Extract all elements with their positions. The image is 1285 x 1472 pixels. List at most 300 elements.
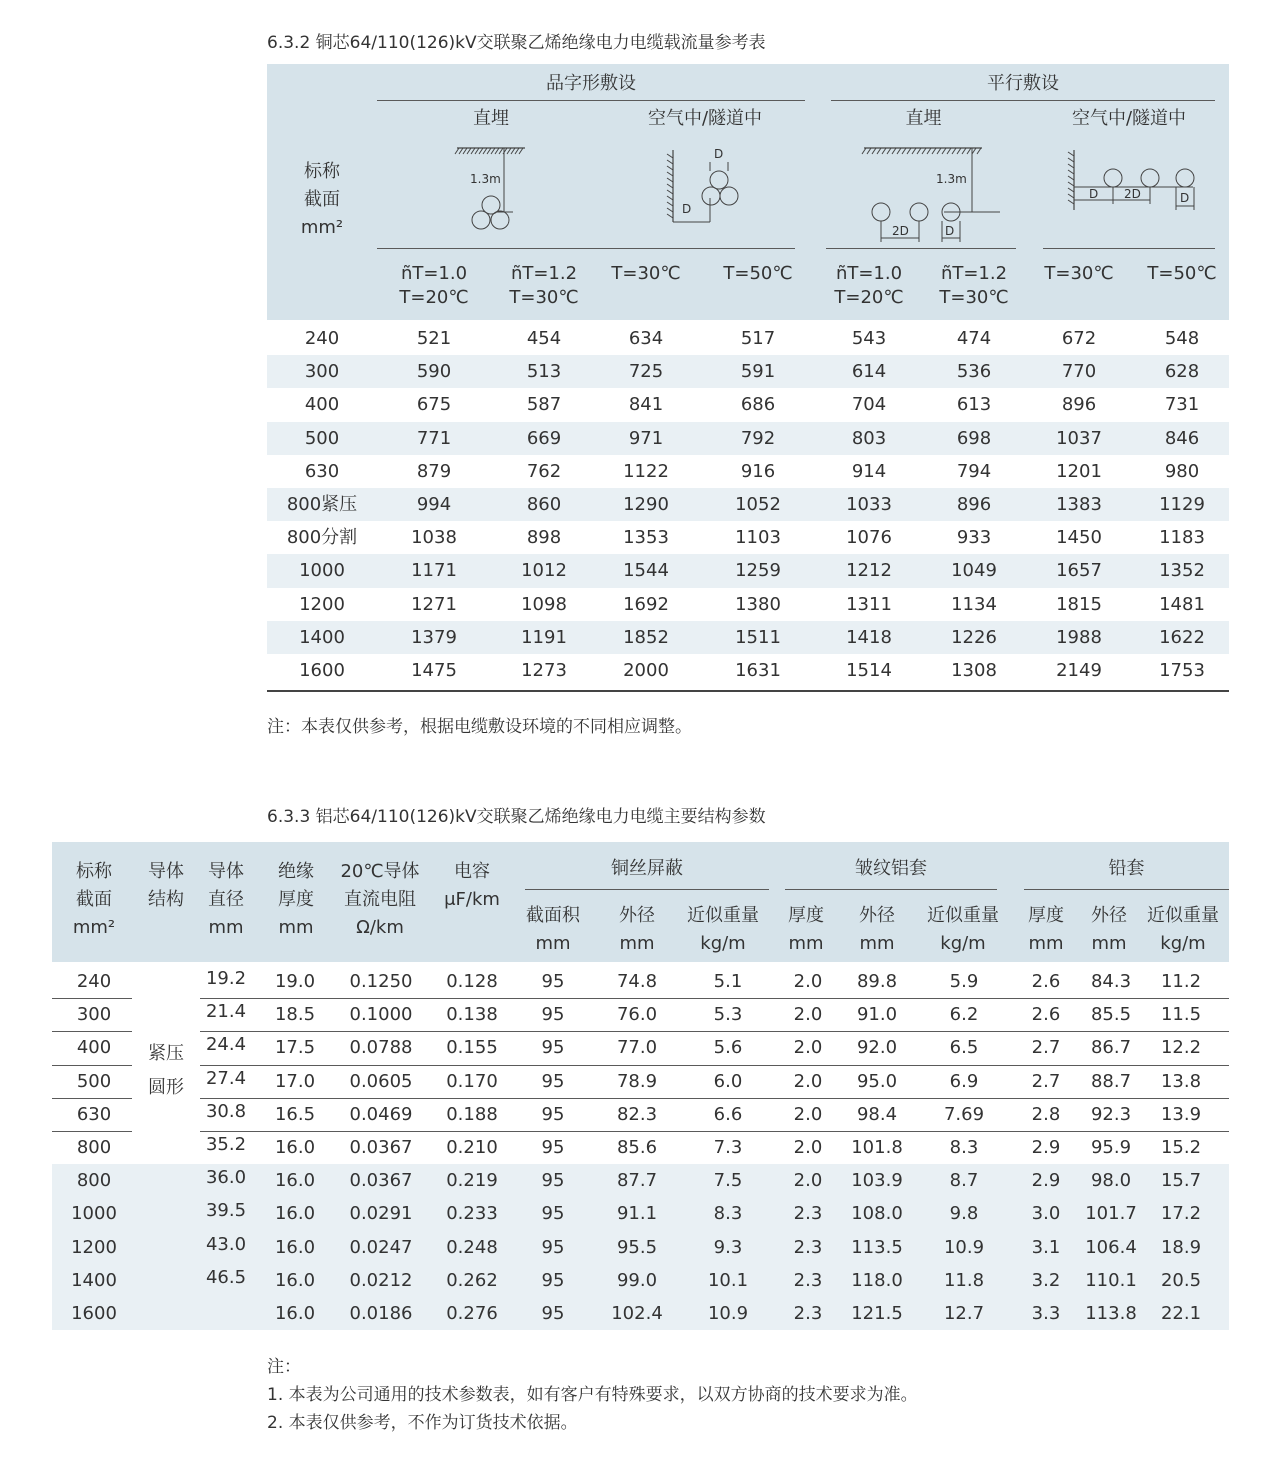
- row-section-cell: 1200: [299, 593, 345, 615]
- value-cell: 1692: [623, 593, 669, 615]
- value-cell: 846: [1164, 427, 1200, 449]
- value-cell: 7.3: [713, 1137, 743, 1158]
- value-cell: 87.7: [616, 1170, 658, 1192]
- value-cell: 6.0: [713, 1070, 743, 1092]
- value-cell: 1038: [411, 527, 457, 549]
- col-header-resistance: 20℃导体 直流电阻 Ω/km: [340, 861, 420, 938]
- sub-header: 截面积 mm: [526, 905, 580, 954]
- row-section-cell: 300: [76, 1004, 112, 1026]
- value-cell: 19.0: [274, 971, 316, 992]
- value-cell: 1271: [411, 593, 457, 615]
- row-section-cell: 1000: [299, 560, 345, 582]
- table2-title: 6.3.3 铝芯64/110(126)kV交联聚乙烯绝缘电力电缆主要结构参数: [267, 807, 766, 827]
- value-cell: 2.0: [793, 1103, 823, 1125]
- value-cell: 9.8: [949, 1203, 979, 1225]
- value-cell: 0.219: [446, 1170, 498, 1192]
- table2-notes: 注： 1. 本表为公司通用的技术参数表，如有客户有特殊要求，以双方协商的技术要求为准。 2. 本表仅供参考，不作为订货技术依据。: [267, 1357, 918, 1433]
- row-section-cell: 800分割: [286, 527, 358, 549]
- value-cell: 896: [956, 494, 992, 515]
- value-cell: 2000: [623, 660, 669, 681]
- value-cell: 1052: [735, 494, 781, 515]
- value-cell: 5.6: [713, 1037, 743, 1059]
- row-section-cell: 400: [76, 1037, 112, 1059]
- value-cell: 2.0: [793, 1070, 823, 1092]
- value-cell: 85.5: [1090, 1004, 1132, 1026]
- value-cell: 98.4: [856, 1103, 898, 1125]
- condition-header: T=30℃: [1044, 263, 1114, 284]
- value-cell: 30.8: [205, 1100, 247, 1122]
- value-cell: 11.2: [1160, 971, 1202, 992]
- value-cell: 95: [541, 1037, 565, 1059]
- value-cell: 0.138: [446, 1004, 498, 1026]
- value-cell: 24.4: [205, 1034, 247, 1056]
- value-cell: 914: [851, 460, 887, 482]
- value-cell: 916: [740, 460, 776, 482]
- svg-text:D: D: [1180, 191, 1190, 205]
- value-cell: 1383: [1056, 494, 1102, 515]
- value-cell: 591: [740, 361, 776, 383]
- value-cell: 771: [416, 427, 452, 449]
- value-cell: 95: [541, 1303, 565, 1324]
- value-cell: 803: [851, 427, 887, 449]
- value-cell: 10.9: [707, 1303, 749, 1324]
- value-cell: 17.0: [274, 1070, 316, 1092]
- value-cell: 76.0: [616, 1004, 658, 1026]
- value-cell: 16.0: [274, 1269, 316, 1291]
- value-cell: 2149: [1056, 660, 1102, 681]
- value-cell: 95: [541, 1269, 565, 1291]
- value-cell: 704: [851, 394, 887, 416]
- value-cell: 6.6: [713, 1103, 743, 1125]
- value-cell: 103.9: [851, 1170, 903, 1192]
- value-cell: 39.5: [205, 1200, 247, 1222]
- value-cell: 12.2: [1160, 1037, 1202, 1059]
- subheader-direct: 直埋: [473, 108, 509, 129]
- value-cell: 1450: [1056, 527, 1102, 549]
- row-section-cell: 500: [76, 1070, 112, 1092]
- table1-note: 注：本表仅供参考，根据电缆敷设环境的不同相应调整。: [267, 717, 692, 737]
- value-cell: 1852: [623, 626, 669, 648]
- value-cell: 0.0788: [349, 1037, 413, 1059]
- svg-text:D: D: [682, 202, 692, 216]
- value-cell: 2.9: [1031, 1137, 1061, 1158]
- value-cell: 3.1: [1031, 1236, 1061, 1258]
- col-header-section: 标称 截面 mm²: [72, 861, 116, 938]
- value-cell: 672: [1061, 328, 1097, 349]
- value-cell: 1033: [846, 494, 892, 515]
- value-cell: 18.9: [1160, 1236, 1202, 1258]
- divider: [605, 248, 795, 249]
- value-cell: 82.3: [616, 1103, 658, 1125]
- value-cell: 1481: [1159, 593, 1205, 615]
- value-cell: 634: [628, 328, 664, 349]
- row-section-cell: 800: [76, 1170, 112, 1192]
- value-cell: 0.0291: [349, 1203, 413, 1225]
- value-cell: 9.3: [713, 1236, 743, 1258]
- value-cell: 95: [541, 1137, 565, 1158]
- value-cell: 2.7: [1031, 1037, 1061, 1059]
- group-corrugated-sheath: 皱纹铝套: [855, 858, 927, 879]
- value-cell: 1657: [1056, 560, 1102, 582]
- svg-text:1.3m: 1.3m: [470, 172, 501, 186]
- value-cell: 0.0367: [349, 1137, 413, 1158]
- col-header-capacitance: 电容 μF/km: [444, 861, 500, 910]
- value-cell: 22.1: [1160, 1303, 1202, 1324]
- value-cell: 1212: [846, 560, 892, 582]
- row-section-cell: 400: [304, 394, 340, 416]
- value-cell: 5.3: [713, 1004, 743, 1026]
- condition-header: T=30℃: [611, 263, 681, 284]
- value-cell: 1544: [623, 560, 669, 582]
- svg-text:2D: 2D: [892, 224, 909, 238]
- trefoil-direct-burial-diagram: [377, 140, 605, 240]
- value-cell: 1273: [521, 660, 567, 681]
- divider: [377, 248, 605, 249]
- value-cell: 675: [416, 394, 452, 416]
- structure-label-compact-round: 紧压 圆形: [148, 1043, 184, 1098]
- value-cell: 6.9: [949, 1070, 979, 1092]
- value-cell: 1259: [735, 560, 781, 582]
- row-section-cell: 800: [76, 1137, 112, 1158]
- value-cell: 95: [541, 1103, 565, 1125]
- value-cell: 35.2: [205, 1134, 247, 1155]
- value-cell: 841: [628, 394, 664, 416]
- value-cell: 21.4: [205, 1001, 247, 1023]
- flat-air-tunnel-diagram: [1043, 140, 1215, 240]
- value-cell: 686: [740, 394, 776, 416]
- row-section-cell: 300: [304, 361, 340, 383]
- value-cell: 118.0: [851, 1269, 903, 1291]
- value-cell: 95: [541, 1004, 565, 1026]
- value-cell: 95: [541, 1236, 565, 1258]
- value-cell: 85.6: [616, 1137, 658, 1158]
- value-cell: 113.8: [1085, 1303, 1137, 1324]
- value-cell: 7.5: [713, 1170, 743, 1192]
- value-cell: 669: [526, 427, 562, 449]
- value-cell: 792: [740, 427, 776, 449]
- divider: [1024, 889, 1229, 890]
- flat-direct-burial-diagram: [826, 140, 1021, 248]
- group-copper-screen: 铜丝屏蔽: [611, 858, 683, 879]
- sub-header: 近似重量 kg/m: [687, 905, 759, 954]
- value-cell: 454: [526, 328, 562, 349]
- svg-text:2D: 2D: [1124, 187, 1141, 201]
- value-cell: 3.0: [1031, 1203, 1061, 1225]
- value-cell: 0.262: [446, 1269, 498, 1291]
- value-cell: 10.1: [707, 1269, 749, 1291]
- value-cell: 0.210: [446, 1137, 498, 1158]
- value-cell: 15.7: [1160, 1170, 1202, 1192]
- value-cell: 933: [956, 527, 992, 549]
- value-cell: 2.6: [1031, 971, 1061, 992]
- value-cell: 95.0: [856, 1070, 898, 1092]
- value-cell: 0.0367: [349, 1170, 413, 1192]
- value-cell: 0.0469: [349, 1103, 413, 1125]
- table1-bottom-border: [267, 690, 1229, 692]
- row-section-cell: 800紧压: [286, 494, 358, 515]
- value-cell: 2.9: [1031, 1170, 1061, 1192]
- value-cell: 95: [541, 1203, 565, 1225]
- value-cell: 36.0: [205, 1167, 247, 1189]
- value-cell: 113.5: [851, 1236, 903, 1258]
- value-cell: 0.0247: [349, 1236, 413, 1258]
- value-cell: 896: [1061, 394, 1097, 416]
- sub-header: 厚度 mm: [788, 905, 824, 954]
- value-cell: 0.155: [446, 1037, 498, 1059]
- value-cell: 108.0: [851, 1203, 903, 1225]
- value-cell: 6.5: [949, 1037, 979, 1059]
- row-section-cell: 1600: [299, 660, 345, 681]
- svg-text:D: D: [1089, 187, 1099, 201]
- value-cell: 762: [526, 460, 562, 482]
- value-cell: 2.3: [793, 1303, 823, 1324]
- value-cell: 1134: [951, 593, 997, 615]
- value-cell: 0.0605: [349, 1070, 413, 1092]
- value-cell: 17.2: [1160, 1203, 1202, 1225]
- value-cell: 16.0: [274, 1203, 316, 1225]
- value-cell: 121.5: [851, 1303, 903, 1324]
- value-cell: 474: [956, 328, 992, 349]
- value-cell: 1815: [1056, 593, 1102, 615]
- value-cell: 5.1: [713, 971, 743, 992]
- divider: [785, 889, 997, 890]
- value-cell: 8.3: [713, 1203, 743, 1225]
- value-cell: 2.3: [793, 1269, 823, 1291]
- sub-header: 外径 mm: [619, 905, 655, 954]
- value-cell: 2.0: [793, 1037, 823, 1059]
- value-cell: 86.7: [1090, 1037, 1132, 1059]
- value-cell: 18.5: [274, 1004, 316, 1026]
- value-cell: 95: [541, 1170, 565, 1192]
- value-cell: 980: [1164, 460, 1200, 482]
- value-cell: 0.1000: [349, 1004, 413, 1026]
- value-cell: 0.1250: [349, 971, 413, 992]
- value-cell: 1076: [846, 527, 892, 549]
- value-cell: 16.0: [274, 1236, 316, 1258]
- value-cell: 89.8: [856, 971, 898, 992]
- value-cell: 20.5: [1160, 1269, 1202, 1291]
- condition-header: T=50℃: [1147, 263, 1217, 284]
- value-cell: 725: [628, 361, 664, 383]
- value-cell: 1475: [411, 660, 457, 681]
- value-cell: 0.248: [446, 1236, 498, 1258]
- value-cell: 78.9: [616, 1070, 658, 1092]
- table1-title: 6.3.2 铜芯64/110(126)kV交联聚乙烯绝缘电力电缆载流量参考表: [267, 33, 766, 53]
- value-cell: 1514: [846, 660, 892, 681]
- divider: [831, 100, 1215, 101]
- value-cell: 13.8: [1160, 1070, 1202, 1092]
- row-section-cell: 240: [304, 328, 340, 349]
- value-cell: 1191: [521, 626, 567, 648]
- condition-header: ñT=1.2 T=30℃: [939, 263, 1009, 308]
- row-section-cell: 1400: [71, 1269, 117, 1291]
- group-lead-sheath: 铅套: [1108, 858, 1145, 879]
- col-header-structure: 导体 结构: [148, 861, 184, 910]
- value-cell: 794: [956, 460, 992, 482]
- value-cell: 88.7: [1090, 1070, 1132, 1092]
- value-cell: 1129: [1159, 494, 1205, 515]
- value-cell: 95.5: [616, 1236, 658, 1258]
- value-cell: 15.2: [1160, 1137, 1202, 1158]
- value-cell: 770: [1061, 361, 1097, 383]
- value-cell: 2.3: [793, 1203, 823, 1225]
- sub-header: 厚度 mm: [1028, 905, 1064, 954]
- value-cell: 731: [1164, 394, 1200, 416]
- condition-header: ñT=1.0 T=20℃: [399, 263, 469, 308]
- sub-header: 近似重量 kg/m: [927, 905, 999, 954]
- value-cell: 860: [526, 494, 562, 515]
- value-cell: 536: [956, 361, 992, 383]
- value-cell: 613: [956, 394, 992, 416]
- value-cell: 1511: [735, 626, 781, 648]
- value-cell: 102.4: [611, 1303, 663, 1324]
- value-cell: 543: [851, 328, 887, 349]
- value-cell: 74.8: [616, 971, 658, 992]
- value-cell: 8.3: [949, 1137, 979, 1158]
- value-cell: 1308: [951, 660, 997, 681]
- value-cell: 106.4: [1085, 1236, 1137, 1258]
- value-cell: 77.0: [616, 1037, 658, 1059]
- value-cell: 1171: [411, 560, 457, 582]
- value-cell: 16.5: [274, 1103, 316, 1125]
- value-cell: 12.7: [943, 1303, 985, 1324]
- row-section-cell: 1600: [71, 1303, 117, 1324]
- value-cell: 1183: [1159, 527, 1205, 549]
- row-section-cell: 240: [76, 971, 112, 992]
- subheader-air: 空气中/隧道中: [1071, 108, 1187, 129]
- value-cell: 1753: [1159, 660, 1205, 681]
- row-section-cell: 1000: [71, 1203, 117, 1225]
- value-cell: 1290: [623, 494, 669, 515]
- value-cell: 994: [416, 494, 452, 515]
- value-cell: 84.3: [1090, 971, 1132, 992]
- sub-header: 近似重量 kg/m: [1147, 905, 1219, 954]
- value-cell: 8.7: [949, 1170, 979, 1192]
- svg-text:1.3m: 1.3m: [936, 172, 967, 186]
- value-cell: 1379: [411, 626, 457, 648]
- value-cell: 91.0: [856, 1004, 898, 1026]
- condition-header: T=50℃: [723, 263, 793, 284]
- value-cell: 1622: [1159, 626, 1205, 648]
- value-cell: 99.0: [616, 1269, 658, 1291]
- value-cell: 13.9: [1160, 1103, 1202, 1125]
- value-cell: 19.2: [205, 968, 247, 989]
- value-cell: 95: [541, 1070, 565, 1092]
- row-section-cell: 500: [304, 427, 340, 449]
- value-cell: 0.0186: [349, 1303, 413, 1324]
- value-cell: 5.9: [949, 971, 979, 992]
- value-cell: 1226: [951, 626, 997, 648]
- value-cell: 101.8: [851, 1137, 903, 1158]
- value-cell: 1353: [623, 527, 669, 549]
- col-header-insulation: 绝缘 厚度 mm: [278, 861, 314, 938]
- value-cell: 1380: [735, 593, 781, 615]
- value-cell: 1352: [1159, 560, 1205, 582]
- table1-section-header: 标称 截面 mm²: [300, 161, 344, 238]
- value-cell: 91.1: [616, 1203, 658, 1225]
- value-cell: 46.5: [205, 1266, 247, 1288]
- row-section-cell: 1200: [71, 1236, 117, 1258]
- row-section-cell: 630: [76, 1103, 112, 1125]
- value-cell: 92.3: [1090, 1103, 1132, 1125]
- value-cell: 110.1: [1085, 1269, 1137, 1291]
- group-flat-header: 平行敷设: [987, 73, 1059, 94]
- value-cell: 16.0: [274, 1137, 316, 1158]
- value-cell: 95: [541, 971, 565, 992]
- value-cell: 971: [628, 427, 664, 449]
- value-cell: 628: [1164, 361, 1200, 383]
- value-cell: 587: [526, 394, 562, 416]
- value-cell: 11.5: [1160, 1004, 1202, 1026]
- condition-header: ñT=1.2 T=30℃: [509, 263, 579, 308]
- value-cell: 3.2: [1031, 1269, 1061, 1291]
- value-cell: 517: [740, 328, 776, 349]
- value-cell: 7.69: [943, 1103, 985, 1125]
- value-cell: 698: [956, 427, 992, 449]
- value-cell: 1012: [521, 560, 567, 582]
- value-cell: 101.7: [1085, 1203, 1137, 1225]
- value-cell: 0.170: [446, 1070, 498, 1092]
- value-cell: 1631: [735, 660, 781, 681]
- row-section-cell: 630: [304, 460, 340, 482]
- value-cell: 17.5: [274, 1037, 316, 1059]
- value-cell: 0.276: [446, 1303, 498, 1324]
- value-cell: 2.8: [1031, 1103, 1061, 1125]
- value-cell: 898: [526, 527, 562, 549]
- value-cell: 16.0: [274, 1303, 316, 1324]
- svg-text:D: D: [945, 224, 955, 238]
- value-cell: 0.128: [446, 971, 498, 992]
- value-cell: 2.0: [793, 971, 823, 992]
- value-cell: 10.9: [943, 1236, 985, 1258]
- value-cell: 1201: [1056, 460, 1102, 482]
- value-cell: 0.233: [446, 1203, 498, 1225]
- divider: [377, 100, 805, 101]
- trefoil-air-tunnel-diagram: [605, 140, 805, 240]
- value-cell: 43.0: [205, 1233, 247, 1255]
- value-cell: 513: [526, 361, 562, 383]
- divider: [525, 889, 769, 890]
- value-cell: 590: [416, 361, 452, 383]
- value-cell: 2.0: [793, 1137, 823, 1158]
- row-section-cell: 1400: [299, 626, 345, 648]
- group-trefoil-header: 品字形敷设: [546, 73, 636, 94]
- value-cell: 1103: [735, 527, 781, 549]
- sub-header: 外径 mm: [1091, 905, 1127, 954]
- value-cell: 879: [416, 460, 452, 482]
- subheader-direct: 直埋: [905, 108, 942, 129]
- value-cell: 2.6: [1031, 1004, 1061, 1026]
- svg-text:D: D: [714, 147, 724, 161]
- value-cell: 0.0212: [349, 1269, 413, 1291]
- value-cell: 1418: [846, 626, 892, 648]
- value-cell: 11.8: [943, 1269, 985, 1291]
- subheader-air: 空气中/隧道中: [647, 108, 763, 129]
- col-header-diameter: 导体 直径 mm: [208, 861, 244, 938]
- value-cell: 95.9: [1090, 1137, 1132, 1158]
- value-cell: 2.3: [793, 1236, 823, 1258]
- value-cell: 1098: [521, 593, 567, 615]
- value-cell: 1049: [951, 560, 997, 582]
- value-cell: 3.3: [1031, 1303, 1061, 1324]
- sub-header: 外径 mm: [859, 905, 895, 954]
- value-cell: 92.0: [856, 1037, 898, 1059]
- value-cell: 6.2: [949, 1004, 979, 1026]
- value-cell: 1988: [1056, 626, 1102, 648]
- value-cell: 1311: [846, 593, 892, 615]
- value-cell: 98.0: [1090, 1170, 1132, 1192]
- value-cell: 2.7: [1031, 1070, 1061, 1092]
